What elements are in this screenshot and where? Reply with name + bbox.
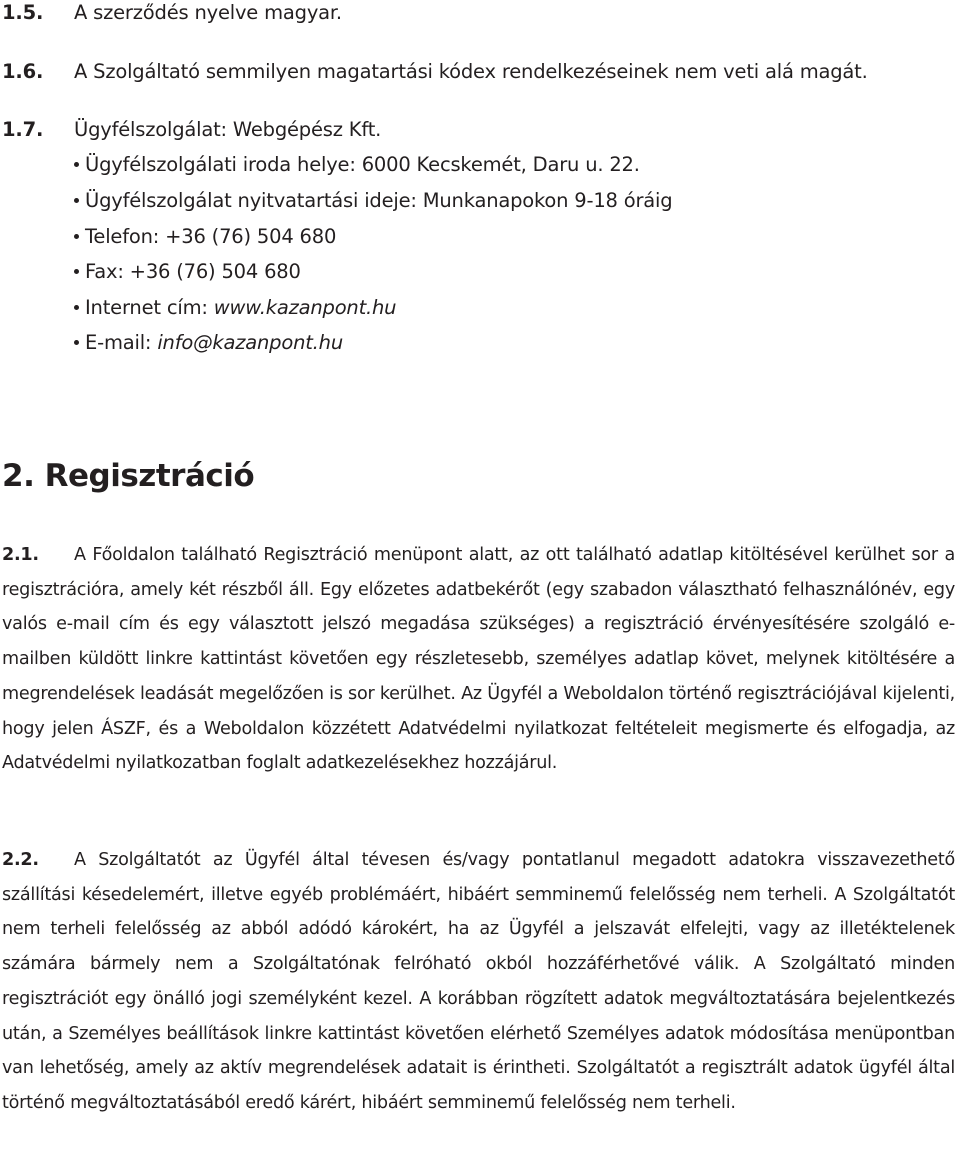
bullet-icon: [74, 162, 79, 167]
clause-text: A Főoldalon található Regisztráció menüpont alatt, az ott található adatlap kitöltésével kerülhet sor a regisztrációra, amely két részből áll. Egy előzetes adatbekérőt (egy szabadon választható felhasználónév, egy valós e-mail cím és egy választott jelszó megadása szükséges) a regisztráció érvényesítésére szolgáló e-mailben küldött linkre kattintást követően egy részletesebb, személyes adatlap követ, melynek kitöltésére a megrendelések leadását megelőzően is sor kerülhet. Az Ügyfél a Weboldalon történő regisztrációjával kijelenti, hogy jelen ÁSZF, és a Weboldalon közzétett Adatvédelmi nyilatkozat feltételeit megismerte és elfogadja, az Adatvédelmi nyilatkozatban foglalt adatkezelésekhez hozzájárul.: [2, 545, 955, 774]
website-link[interactable]: www.kazanpont.hu: [213, 296, 397, 319]
bullet-icon: [74, 234, 79, 239]
contact-opening-hours: Ügyfélszolgálat nyitvatartási ideje: Munkanapokon 9-18 óráig: [74, 188, 672, 214]
bullet-icon: [74, 269, 79, 274]
contact-office-address: Ügyfélszolgálati iroda helye: 6000 Kecskemét, Daru u. 22.: [74, 152, 640, 178]
bullet-icon: [74, 198, 79, 203]
clause-number: 2.1.: [2, 545, 39, 565]
clause-number: 2.2.: [2, 850, 39, 870]
section-heading: 2. Regisztráció: [2, 458, 255, 494]
bullet-icon: [74, 305, 79, 310]
clause-text: A szerződés nyelve magyar.: [74, 1, 342, 24]
contact-internet: Internet cím: www.kazanpont.hu: [74, 295, 396, 321]
contact-email: E-mail: info@kazanpont.hu: [74, 330, 343, 356]
clause-number: 1.6.: [2, 60, 44, 83]
contact-fax: Fax: +36 (76) 504 680: [74, 259, 301, 285]
clause-text: A Szolgáltatót az Ügyfél által tévesen és/vagy pontatlanul megadott adatokra visszavezethető szállítási késedelemért, illetve egyéb problémáért, hibáért semminemű felelősség nem terheli. A Szolgáltatót nem terheli felelősség az abból adódó károkért, ha az Ügyfél a jelszavát elfelejti, vagy az illetéktelenek számára bármely nem a Szolgáltatónak felróható okból hozzáférhetővé válik. A Szolgáltató minden regisztrációt egy önálló jogi személyként kezel. A korábban rögzített adatok megváltoztatására bejelentkezés után, a Személyes beállítások linkre kattintást követően elérhető Személyes adatok módosítása menüpontban van lehetőség, amely az aktív megrendelések adatait is érintheti. Szolgáltatót a regisztrált adatok ügyfél által történő megváltoztatásából eredő kárért, hibáért semminemű felelősség nem terheli.: [2, 850, 955, 1113]
clause-text: Ügyfélszolgálat: Webgépész Kft.: [74, 118, 382, 141]
email-link[interactable]: info@kazanpont.hu: [157, 331, 343, 354]
clause-2-2: [2, 843, 955, 1121]
contact-phone: Telefon: +36 (76) 504 680: [74, 224, 336, 250]
clause-number: 1.5.: [2, 1, 44, 24]
clause-number: 1.7.: [2, 118, 44, 141]
bullet-icon: [74, 340, 79, 345]
clause-text: A Szolgáltató semmilyen magatartási kódex rendelkezéseinek nem veti alá magát.: [74, 60, 868, 83]
clause-2-1: [2, 538, 955, 781]
